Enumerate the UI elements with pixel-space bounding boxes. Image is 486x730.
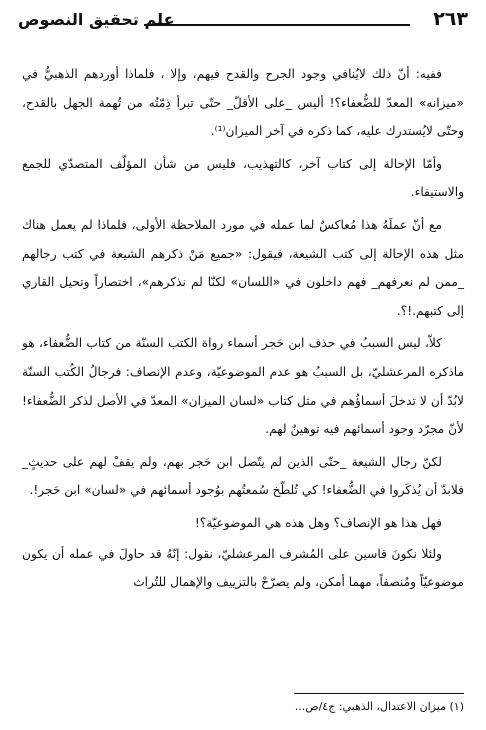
header-rule — [144, 24, 410, 26]
paragraph: وأمّا الإحالة إلى كتاب آخر، كالتهذيب، فليس من شأن المؤلّف المتصدّي للجمع والاستيفاء. — [22, 156, 464, 200]
paragraph: مع أنّ عملَهُ هذا مُعاكسٌ لما عمله في مورد الملاحظة الأولى، فلماذا لم يعمل هناك مثل هذه الإحالة إلى كتب الشيعة، فيقول: «جميع مَنْ ذكرهم الشيعة في كتب رجالهم _ممن لم نعرفهم_ فهم داخلون في «اللسان» لكنّا لم نذكرهم»، اختصاراً وتحيل القاري إلى كتبهم.!؟. — [22, 217, 464, 318]
footnote-divider — [294, 693, 464, 694]
paragraph: ففيه: أنّ ذلك لايُنافي وجود الجرح والقدح فيهم، وإلا ، فلماذا أوردهم الذهبيُّ في «ميزانه» المعدّ للضُّعفاء؟! أليس _على الأقلّ_ حتّى تبرأ ذِمّتُه من تُهمة الجهل بالقدح، وحتّى لايُستدرك عليه، كما ذكره في آخر الميزان⁽¹⁾. — [22, 67, 464, 139]
paragraph: فهل هذا هو الإنصاف؟ وهل هذه هي الموضوعيّة؟! — [194, 515, 442, 530]
page-header — [18, 4, 468, 44]
paragraph: لكنّ رجال الشيعة _حتّى الذين لم يتّصل ابن حَجر بهم، ولم يقفْ لهم على حديثٍ_ فلابدّ أن يُذكَروا في الضُّعفاء! كي تُلطّخ سُمعتُهم بوُجود أسمائهم في «لسان» ابن حَجر!. — [22, 454, 464, 498]
paragraph: ولئلا نكونَ قاسين على المُشرف المرعشليّ، نقول: إنّهُ قد حاولَ في عمله أن يكون موضوعيّاً ومُنصفاً، مهما أمكن، ولم يصرّحْ بالتزييف والإهمال للتُراث — [22, 546, 464, 590]
footnote: (١) ميزان الاعتدال، الذهبي: ج٤/ص... — [294, 700, 464, 713]
paragraph: كلاّ، ليس السببُ في حذف ابن حَجر أسماء رواة الكتب السنّة من كتاب الضُّعفاء، هو ماذكره المرعشليّ، بل السببُ هو عدم الموضوعيّة، وعدم الإنصاف: فرجالُ الكُتب السنّة لابُدّ أن لا تدخلَ أسماؤُهم في مثل كتاب «لسان الميزان» المعدّ في الأصل لذكر الضُّعفاء! لأنّ مجرّد وجود أسمائهم فيه توهينٌ لهم. — [22, 336, 464, 437]
running-title: علم تحقيق النصوص — [18, 10, 175, 29]
page-number: ٢٦٣ — [433, 8, 468, 30]
body-text — [22, 60, 464, 601]
